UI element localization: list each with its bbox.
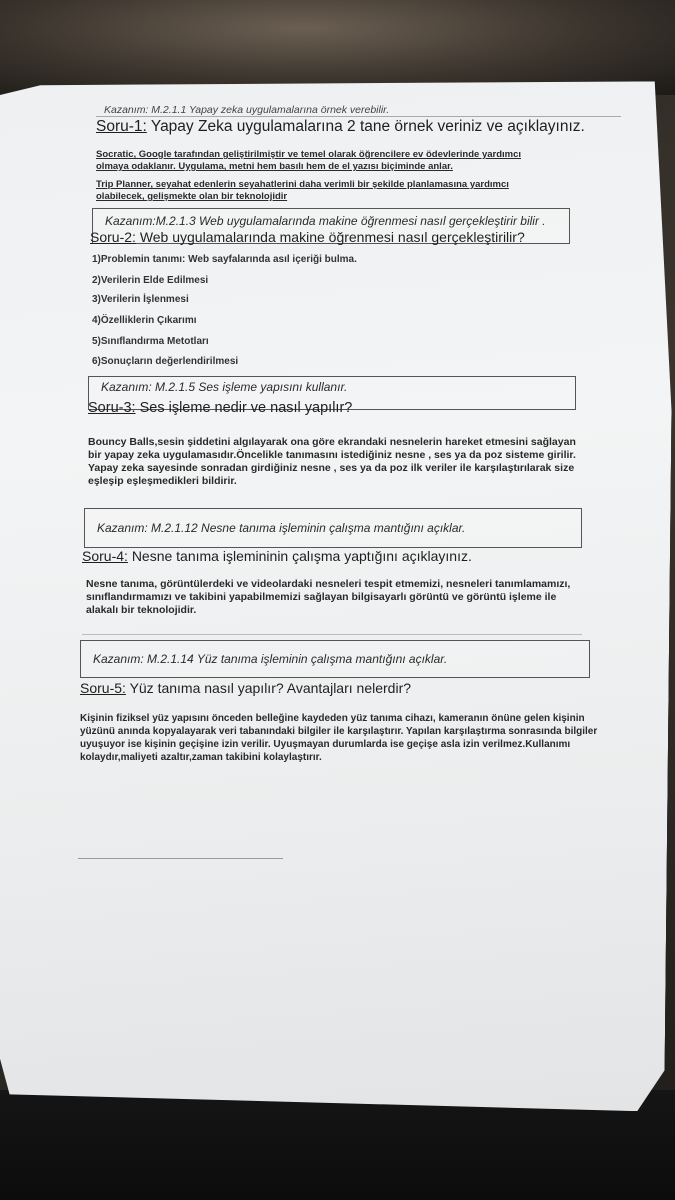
q5-answer-line-2: yüzünü anında kopyalayarak veri tabanındaki bilgiler ile karşılaştırır. Yapılan karşılaştırma sonrasında bilgiler [80, 726, 598, 737]
question-4 [82, 548, 472, 564]
kazanim-box-5 [80, 640, 590, 678]
q2-item-2: 2)Verilerin Elde Edilmesi [92, 275, 209, 286]
question-1-text: Yapay Zeka uygulamalarına 2 tane örnek veriniz ve açıklayınız. [150, 118, 585, 135]
header-kazanim-cut: Kazanım: M.2.1.1 Yapay zeka uygulamalarına örnek verebilir. [104, 104, 390, 116]
question-5-text: Yüz tanıma nasıl yapılır? Avantajları nelerdir? [129, 680, 412, 696]
q5-answer-line-1: Kişinin fiziksel yüz yapısını önceden belleğine kaydeden yüz tanıma cihazı, kameranın önüne gelen kişinin [80, 713, 585, 724]
question-1-label: Soru-1: [96, 118, 147, 135]
q3-answer-line-4: eşleşip eşleşmedikleri bildirir. [88, 475, 237, 487]
q3-answer-line-3: Yapay zeka sayesinde sonradan girdiğiniz nesne , ses ya da poz ilk veriler ile karşılaştırılarak size [88, 462, 575, 474]
q3-answer-line-1: Bouncy Balls,sesin şiddetini algılayarak ona göre ekrandaki nesnelerin hareket etmesini sağlayan [88, 436, 576, 448]
kazanim-4-text: Kazanım: M.2.1.12 Nesne tanıma işleminin çalışma mantığını açıklar. [97, 521, 466, 535]
answer-1-line-1: Socratic, Google tarafından geliştirilmiştir ve temel olarak öğrencilere ev ödevlerinde yardımcı [96, 149, 522, 160]
question-2 [90, 229, 525, 245]
q5-answer-line-4: kolaydır,maliyeti azaltır,zaman takibini kolaylaştırır. [80, 752, 322, 763]
answer-1-line-2: olmaya odaklanır. Uygulama, metni hem basılı hem de el yazısı biçiminde anlar. [96, 161, 453, 172]
kazanim-box-4 [84, 508, 582, 548]
section-divider [82, 634, 582, 635]
answer-2-line-2: olabilecek, gelişmekte olan bir teknolojidir [96, 191, 288, 202]
q4-answer-line-2: sınıflandırmamızı ve takibini yapabilmemizi sağlayan bilgisayarlı görüntü ve görüntü işleme ile [86, 591, 557, 603]
q4-answer-line-3: alakalı bir teknolojidir. [86, 604, 197, 616]
q2-item-4: 4)Özelliklerin Çıkarımı [92, 315, 197, 326]
question-2-label: Soru-2: [90, 229, 136, 245]
question-3-label: Soru-3: [88, 400, 136, 416]
kazanim-5-text: Kazanım: M.2.1.14 Yüz tanıma işleminin çalışma mantığını açıklar. [93, 652, 448, 666]
q3-answer-line-2: bir yapay zeka uygulamasıdır.Öncelikle tanımasını istediğiniz nesne , ses ya da poz sisteme girilir. [88, 449, 576, 461]
footer-line [78, 858, 283, 859]
question-3 [88, 400, 352, 416]
kazanim-3-text: Kazanım: M.2.1.5 Ses işleme yapısını kullanır. [101, 380, 348, 394]
question-5-label: Soru-5: [80, 680, 126, 696]
question-4-label: Soru-4: [82, 548, 128, 564]
question-1 [96, 118, 585, 136]
question-4-text: Nesne tanıma işlemininin çalışma yaptığını açıklayınız. [131, 548, 472, 564]
q2-item-1: 1)Problemin tanımı: Web sayfalarında asıl içeriği bulma. [92, 254, 357, 265]
q2-item-5: 5)Sınıflandırma Metotları [92, 336, 209, 347]
q2-item-6: 6)Sonuçların değerlendirilmesi [92, 356, 239, 367]
question-2-text: Web uygulamalarında makine öğrenmesi nasıl gerçekleştirilir? [139, 229, 525, 245]
kazanim-2-text: Kazanım:M.2.1.3 Web uygulamalarında makine öğrenmesi nasıl gerçekleştirir bilir . [105, 214, 546, 228]
question-5 [80, 680, 411, 696]
q4-answer-line-1: Nesne tanıma, görüntülerdeki ve videolardaki nesneleri tespit etmemizi, nesneleri tanımlamamızı, [86, 578, 571, 590]
answer-2-line-1: Trip Planner, seyahat edenlerin seyahatlerini daha verimli bir şekilde planlamasına yardımcı [96, 179, 509, 190]
header-divider [96, 116, 621, 117]
q2-item-3: 3)Verilerin İşlenmesi [92, 294, 189, 305]
q5-answer-line-3: uyuşuyor ise kişinin geçişine izin verilir. Uyuşmayan durumlarda ise geçişe asla izin verilmez.Kullanımı [80, 739, 571, 750]
question-3-text: Ses işleme nedir ve nasıl yapılır? [139, 400, 353, 416]
